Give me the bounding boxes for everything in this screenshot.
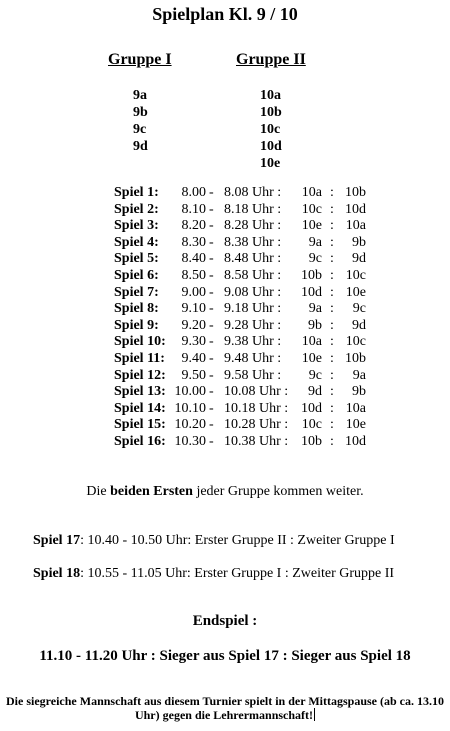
home-team: 10e [301,350,322,366]
match-label: Spiel 10: [114,334,166,350]
footer-note [0,694,450,722]
end-time: 9.18 Uhr : [224,301,282,317]
home-team: 9d [308,384,322,400]
schedule-row [0,417,450,434]
schedule-row [0,334,450,351]
start-time: 9.00 [181,284,206,300]
match-label: Spiel 2: [114,201,159,217]
versus-colon: : [330,185,334,200]
start-time: 9.50 [181,367,206,383]
home-team: 10a [301,185,322,200]
home-team: 10c [301,201,322,217]
end-time: 9.28 Uhr : [224,317,282,333]
match-label: Spiel 9: [114,317,159,333]
away-team: 10c [345,334,366,350]
fixture-spiel-17 [33,533,395,549]
away-team: 9b [352,234,366,250]
page-title: Spielplan Kl. 9 / 10 [152,4,298,24]
schedule-row [0,401,450,418]
match-label: Spiel 4: [114,234,159,250]
schedule-row [0,251,450,268]
match-label: Spiel 5: [114,251,159,267]
versus-colon: : [330,317,334,333]
versus-colon: : [330,433,334,449]
match-schedule [0,185,450,451]
away-team: 10b [345,350,366,366]
end-time: 8.58 Uhr : [224,267,282,283]
home-team: 9a [308,234,322,250]
home-team: 10d [301,284,322,300]
end-time: 10.38 Uhr : [224,433,289,449]
time-dash: - [209,334,214,350]
end-time: 10.28 Uhr : [224,417,289,433]
time-dash: - [209,400,214,416]
match-label: Spiel 11: [114,350,165,366]
schedule-row [0,202,450,219]
end-time: 8.28 Uhr : [224,218,282,234]
schedule-row [0,384,450,401]
away-team: 10d [345,201,366,217]
time-dash: - [209,317,214,333]
team-item: 10b [260,105,282,120]
end-time: 8.08 Uhr : [224,185,282,200]
team-item: 9a [133,88,147,103]
fixture-spiel-18 [33,566,394,582]
team-item: 10c [260,122,281,137]
time-dash: - [209,433,214,449]
notice-pre: Die [86,484,111,499]
final-match-line: 11.10 - 11.20 Uhr : Sieger aus Spiel 17 : Sieger aus Spiel 18 [39,648,411,664]
start-time: 8.10 [181,201,206,217]
team-item: 9d [133,139,148,154]
end-time: 9.08 Uhr : [224,284,282,300]
group-2-heading: Gruppe II [236,51,306,68]
schedule-row [0,235,450,252]
versus-colon: : [330,334,334,350]
home-team: 10d [301,400,322,416]
team-item: 9c [133,122,147,137]
match-label: Spiel 16: [114,433,166,449]
fixture-label: Spiel 18 [33,566,81,581]
team-item: 10a [260,88,281,103]
away-team: 10d [345,433,366,449]
end-time: 9.38 Uhr : [224,334,282,350]
versus-colon: : [330,267,334,283]
start-time: 10.00 [174,384,206,400]
away-team: 10a [345,400,366,416]
schedule-row [0,351,450,368]
versus-colon: : [330,384,334,400]
match-label: Spiel 15: [114,417,166,433]
versus-colon: : [330,367,334,383]
time-dash: - [209,384,214,400]
versus-colon: : [330,251,334,267]
schedule-row [0,368,450,385]
match-label: Spiel 7: [114,284,159,300]
match-label: Spiel 6: [114,267,159,283]
schedule-row [0,434,450,451]
match-label: Spiel 12: [114,367,166,383]
match-label: Spiel 8: [114,301,159,317]
time-dash: - [209,218,214,234]
versus-colon: : [330,234,334,250]
away-team: 9c [352,301,366,317]
away-team: 9d [352,251,366,267]
group-1-team-list [133,87,148,155]
start-time: 10.20 [174,417,206,433]
start-time: 9.30 [181,334,206,350]
versus-colon: : [330,301,334,317]
time-dash: - [209,367,214,383]
end-time: 10.08 Uhr : [224,384,289,400]
versus-colon: : [330,284,334,300]
end-time: 8.48 Uhr : [224,251,282,267]
away-team: 10e [345,284,366,300]
notice-bold: beiden Ersten [110,484,193,499]
start-time: 8.20 [181,218,206,234]
group-2-team-list [260,87,282,172]
start-time: 8.00 [181,185,206,200]
time-dash: - [209,301,214,317]
home-team: 9c [308,251,322,267]
time-dash: - [209,234,214,250]
start-time: 9.10 [181,301,206,317]
versus-colon: : [330,417,334,433]
away-team: 10a [345,218,366,234]
time-dash: - [209,417,214,433]
match-label: Spiel 3: [114,218,159,234]
home-team: 9a [308,301,322,317]
schedule-row [0,285,450,302]
end-time: 9.58 Uhr : [224,367,282,383]
start-time: 9.20 [181,317,206,333]
match-label: Spiel 13: [114,384,166,400]
start-time: 8.50 [181,267,206,283]
footer-text: Die siegreiche Mannschaft aus diesem Turnier spielt in der Mittagspause (ab ca. 13.10 Uhr) gegen die Lehrermannschaft! [6,694,444,722]
home-team: 10b [301,267,322,283]
schedule-row [0,218,450,235]
match-label: Spiel 14: [114,400,166,416]
schedule-row [0,318,450,335]
fixture-text: : 10.40 - 10.50 Uhr: Erster Gruppe II : Zweiter Gruppe I [80,533,395,548]
versus-colon: : [330,400,334,416]
schedule-row [0,301,450,318]
home-team: 10c [301,417,322,433]
time-dash: - [209,185,214,200]
home-team: 10a [301,334,322,350]
match-label: Spiel 1: [114,185,159,200]
home-team: 10b [301,433,322,449]
schedule-row [0,268,450,285]
group-1-heading: Gruppe I [108,51,172,68]
away-team: 10c [345,267,366,283]
time-dash: - [209,251,214,267]
versus-colon: : [330,218,334,234]
away-team: 9a [352,367,366,383]
end-time: 8.38 Uhr : [224,234,282,250]
fixture-text: : 10.55 - 11.05 Uhr: Erster Gruppe I : Zweiter Gruppe II [80,566,395,581]
away-team: 9b [352,384,366,400]
away-team: 9d [352,317,366,333]
versus-colon: : [330,350,334,366]
team-item: 10e [260,156,281,171]
home-team: 9c [308,367,322,383]
home-team: 9b [308,317,322,333]
time-dash: - [209,350,214,366]
notice-post: jeder Gruppe kommen weiter. [192,484,364,499]
schedule-row [0,185,450,202]
text-cursor [314,708,315,721]
team-item: 10d [260,139,282,154]
time-dash: - [209,201,214,217]
time-dash: - [209,267,214,283]
start-time: 9.40 [181,350,206,366]
end-time: 9.48 Uhr : [224,350,282,366]
start-time: 8.40 [181,251,206,267]
start-time: 10.10 [174,400,206,416]
start-time: 8.30 [181,234,206,250]
home-team: 10e [301,218,322,234]
versus-colon: : [330,201,334,217]
start-time: 10.30 [174,433,206,449]
end-time: 10.18 Uhr : [224,400,289,416]
away-team: 10b [345,185,366,200]
fixture-label: Spiel 17 [33,533,81,548]
final-heading: Endspiel : [192,613,258,629]
team-item: 9b [133,105,148,120]
advancement-notice [0,484,450,500]
end-time: 8.18 Uhr : [224,201,282,217]
time-dash: - [209,284,214,300]
away-team: 10e [345,417,366,433]
